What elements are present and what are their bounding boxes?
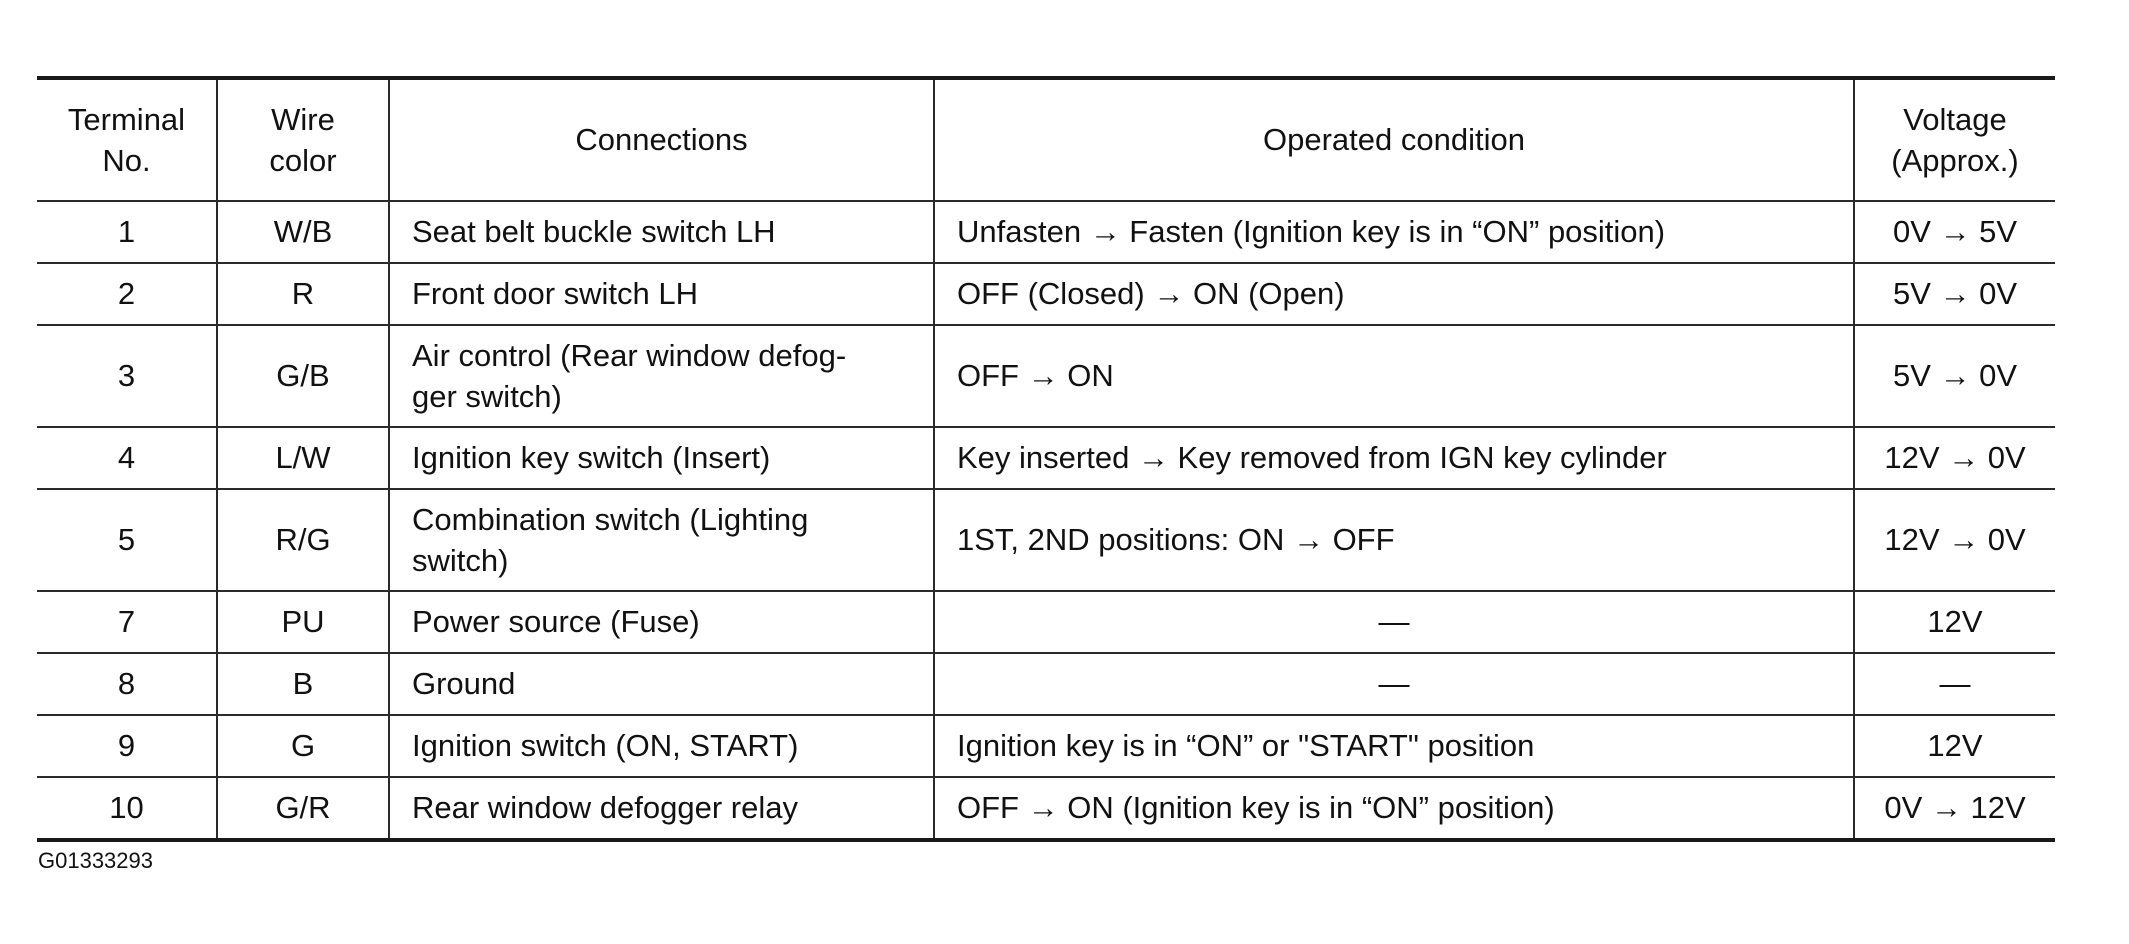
table-row xyxy=(37,653,2055,715)
cell-connection: Air control (Rear window defog- ger switch) xyxy=(389,325,934,427)
cell-voltage: 12V xyxy=(1854,591,2055,653)
table-row xyxy=(37,325,2055,427)
cell-wire-color: W/B xyxy=(217,201,389,263)
header-connections: Connections xyxy=(389,78,934,201)
cell-connection: Seat belt buckle switch LH xyxy=(389,201,934,263)
cell-terminal: 2 xyxy=(37,263,217,325)
cell-terminal: 3 xyxy=(37,325,217,427)
table-row xyxy=(37,489,2055,591)
cell-voltage: 12V → 0V xyxy=(1854,489,2055,591)
cell-connection: Combination switch (Lighting switch) xyxy=(389,489,934,591)
cell-connection: Ignition key switch (Insert) xyxy=(389,427,934,489)
cell-wire-color: R/G xyxy=(217,489,389,591)
table-row xyxy=(37,427,2055,489)
cell-wire-color: R xyxy=(217,263,389,325)
table-row xyxy=(37,715,2055,777)
table-header-row xyxy=(37,78,2055,201)
cell-condition: OFF (Closed) → ON (Open) xyxy=(934,263,1854,325)
cell-condition: Key inserted → Key removed from IGN key cylinder xyxy=(934,427,1854,489)
header-wire-color: Wire color xyxy=(217,78,389,201)
cell-wire-color: G/R xyxy=(217,777,389,840)
cell-connection: Power source (Fuse) xyxy=(389,591,934,653)
table-row xyxy=(37,591,2055,653)
cell-wire-color: L/W xyxy=(217,427,389,489)
cell-condition: — xyxy=(934,591,1854,653)
cell-wire-color: B xyxy=(217,653,389,715)
header-operated-condition: Operated condition xyxy=(934,78,1854,201)
cell-connection: Ground xyxy=(389,653,934,715)
cell-condition: Ignition key is in “ON” or "START" position xyxy=(934,715,1854,777)
table-row xyxy=(37,777,2055,840)
cell-wire-color: G/B xyxy=(217,325,389,427)
cell-terminal: 4 xyxy=(37,427,217,489)
figure-id: G01333293 xyxy=(38,848,153,873)
cell-terminal: 5 xyxy=(37,489,217,591)
cell-terminal: 7 xyxy=(37,591,217,653)
cell-connection: Ignition switch (ON, START) xyxy=(389,715,934,777)
terminal-spec-table xyxy=(37,76,2055,842)
cell-voltage: 0V → 5V xyxy=(1854,201,2055,263)
table-row xyxy=(37,263,2055,325)
cell-terminal: 1 xyxy=(37,201,217,263)
cell-terminal: 10 xyxy=(37,777,217,840)
header-terminal-no: Terminal No. xyxy=(37,78,217,201)
cell-terminal: 9 xyxy=(37,715,217,777)
cell-voltage: 0V → 12V xyxy=(1854,777,2055,840)
cell-condition: OFF → ON xyxy=(934,325,1854,427)
header-voltage: Voltage (Approx.) xyxy=(1854,78,2055,201)
cell-condition: OFF → ON (Ignition key is in “ON” position) xyxy=(934,777,1854,840)
cell-connection: Rear window defogger relay xyxy=(389,777,934,840)
cell-voltage: 5V → 0V xyxy=(1854,263,2055,325)
cell-voltage: 12V → 0V xyxy=(1854,427,2055,489)
cell-wire-color: G xyxy=(217,715,389,777)
cell-condition: 1ST, 2ND positions: ON → OFF xyxy=(934,489,1854,591)
cell-condition: — xyxy=(934,653,1854,715)
cell-voltage: 12V xyxy=(1854,715,2055,777)
cell-wire-color: PU xyxy=(217,591,389,653)
cell-condition: Unfasten → Fasten (Ignition key is in “ON” position) xyxy=(934,201,1854,263)
cell-voltage: 5V → 0V xyxy=(1854,325,2055,427)
cell-voltage: — xyxy=(1854,653,2055,715)
table-row xyxy=(37,201,2055,263)
cell-connection: Front door switch LH xyxy=(389,263,934,325)
cell-terminal: 8 xyxy=(37,653,217,715)
